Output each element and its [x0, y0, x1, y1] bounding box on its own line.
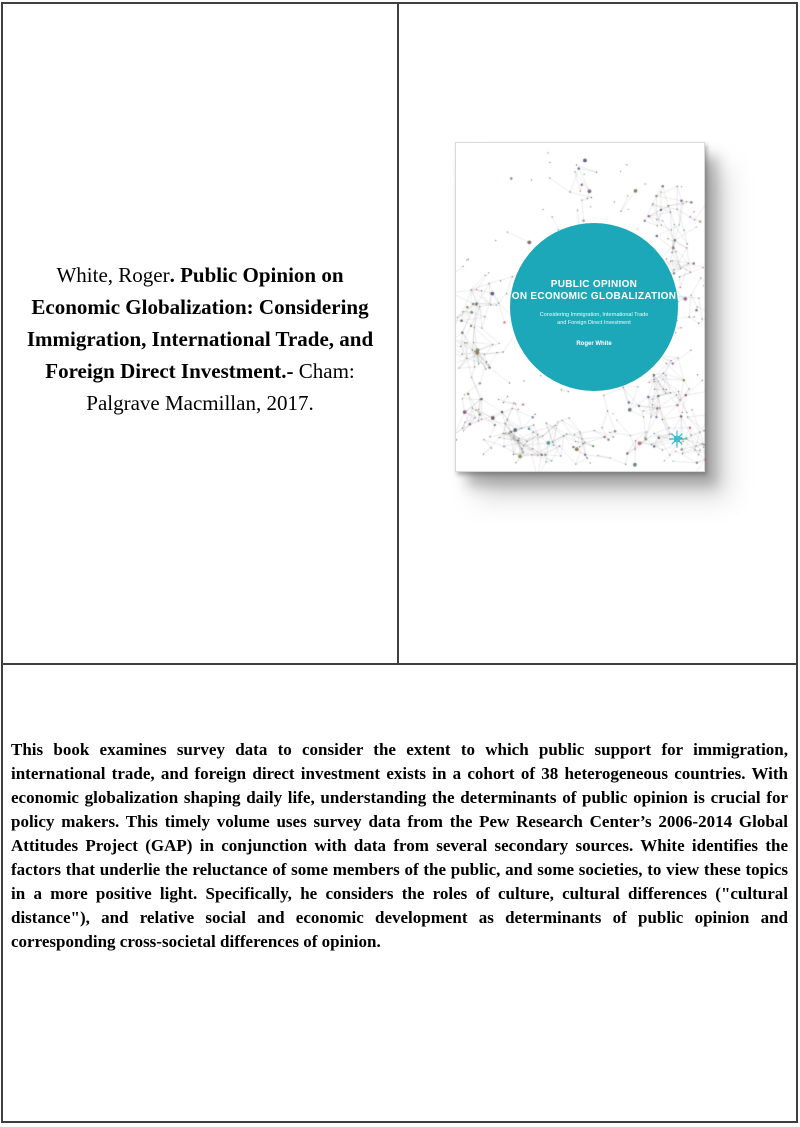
- cover-cell: [399, 4, 796, 663]
- annotation-cell: [3, 663, 796, 1121]
- citation-title: . Public Opinion on Economic Globalization: Considering Immigration, International Trade, and Foreign Direct Investment.-: [26, 262, 374, 383]
- record-frame: [1, 2, 798, 1123]
- cover-subtitle-line2: and Foreign Direct Investment: [557, 319, 631, 326]
- citation-author: White, Roger: [56, 262, 170, 287]
- cover-circle: [510, 223, 678, 391]
- annotation-paragraph: This book examines survey data to consider the extent to which public support for immigration, international trade, and foreign direct investment exists in a cohort of 38 heterogeneous countries. With economic globalization shaping daily life, understanding the determinants of public opinion is crucial for policy makers. This timely volume uses survey data from the Pew Research Center’s 2006-2014 Global Attitudes Project (GAP) in conjunction with data from several secondary sources. White identifies the factors that underlie the reluctance of some members of the public, and some societies, to view these topics in a more positive light. Specifically, he considers the roles of culture, cultural differences ("cultural distance"), and relative social and economic development as determinants of public opinion and corresponding cross-societal differences of opinion.: [11, 740, 788, 951]
- cover-author: Roger White: [576, 341, 612, 347]
- citation-imprint: Cham: Palgrave Macmillan, 2017.: [86, 358, 355, 415]
- cover-subtitle-line1: Considering Immigration, International Trade: [539, 312, 649, 318]
- cover-title-line1: PUBLIC OPINION: [550, 279, 638, 290]
- top-row: [3, 4, 796, 663]
- cover-title-line2: ON ECONOMIC GLOBALIZATION: [511, 291, 677, 302]
- book-cover: [455, 142, 705, 472]
- citation-cell: [3, 4, 399, 663]
- palgrave-flower-icon: [668, 429, 686, 449]
- citation-text: [3, 259, 397, 419]
